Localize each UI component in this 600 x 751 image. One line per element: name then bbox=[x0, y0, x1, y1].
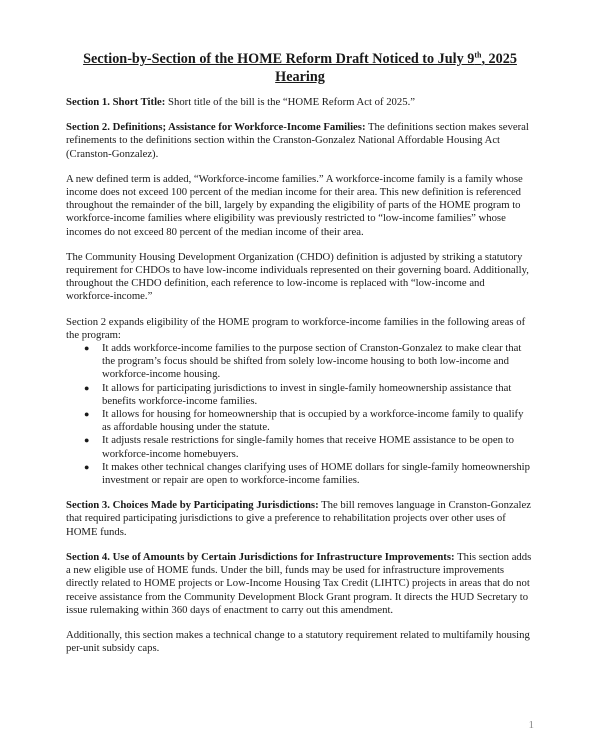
title-year: 2025 bbox=[488, 51, 517, 67]
title-line-2: Hearing bbox=[275, 69, 325, 85]
list-item-text: It allows for housing for homeownership that is occupied by a workforce-income family to qualify as affordable housing under the statute. bbox=[102, 408, 524, 434]
title-superscript: th bbox=[474, 50, 482, 60]
bullet-icon: ● bbox=[84, 461, 90, 472]
bullet-icon: ● bbox=[84, 435, 90, 446]
list-item bbox=[84, 342, 534, 382]
list-item-text: It adds workforce-income families to the purpose section of Cranston-Gonzalez to make clear that the program’s focus should be shifted from solely low-income housing to both low-income and workforce-income housing. bbox=[102, 342, 522, 381]
list-item bbox=[84, 434, 534, 460]
section-2-paragraph-3: The Community Housing Development Organization (CHDO) definition is adjusted by striking a statutory requirement for CHDOs to have low-income individuals represented on their governing board. Additionally, throughout the CHDO definition, each reference to low-income is replaced with “low-income and workforce-income.” bbox=[66, 250, 529, 303]
section-2 bbox=[66, 121, 534, 161]
list-item bbox=[84, 408, 534, 434]
list-item-text: It adjusts resale restrictions for single-family homes that receive HOME assistance to be open to workforce-income homebuyers. bbox=[102, 434, 514, 460]
section-2-paragraph-2: A new defined term is added, “Workforce-income families.” A workforce-income family is a family whose income does not exceed 100 percent of the median income for their area. This new definition is referenced throughout the remainder of the bill, largely by expanding the eligibility of parts of the HOME program to workforce-income families where eligibility was previously restricted to “low-income families” whose incomes do not exceed 80 percent of the median income of their area. bbox=[66, 172, 523, 238]
section-1-text: Short title of the bill is the “HOME Reform Act of 2025.” bbox=[165, 96, 415, 108]
page-number: 1 bbox=[528, 719, 534, 731]
section-4-paragraph-2: Additionally, this section makes a technical change to a statutory requirement related to multifamily housing per-unit subsidy caps. bbox=[66, 628, 530, 655]
bullet-icon: ● bbox=[84, 409, 90, 420]
document-title bbox=[66, 50, 534, 86]
section-3-text: The bill removes language in Cranston-Gonzalez that required participating jurisdictions to give a preference to rehabilitation projects over other uses of HOME funds. bbox=[66, 499, 531, 538]
section-3 bbox=[66, 499, 534, 539]
section-2-heading: Section 2. Definitions; Assistance for Workforce-Income Families: bbox=[66, 121, 366, 134]
list-item-text: It allows for participating jurisdictions to invest in single-family homeownership assistance that benefits workforce-income families. bbox=[102, 381, 512, 407]
title-text: Section-by-Section of the HOME Reform Draft Noticed to July 9 bbox=[83, 51, 475, 67]
section-3-heading: Section 3. Choices Made by Participating Jurisdictions: bbox=[66, 499, 319, 512]
section-2-bullet-list bbox=[66, 342, 534, 487]
bullet-icon: ● bbox=[84, 382, 90, 393]
section-1-heading: Section 1. Short Title: bbox=[66, 96, 166, 108]
section-4-heading: Section 4. Use of Amounts by Certain Jurisdictions for Infrastructure Improvements: bbox=[66, 550, 455, 563]
list-item bbox=[84, 460, 534, 487]
section-4 bbox=[66, 551, 534, 617]
section-2-text: The definitions section makes several refinements to the definitions section within the Cranston-Gonzalez National Affordable Housing Act (Cranston-Gonzalez). bbox=[66, 121, 529, 160]
bullet-icon: ● bbox=[84, 343, 90, 354]
section-2-paragraph-4: Section 2 expands eligibility of the HOME program to workforce-income families in the following areas of the program: bbox=[66, 315, 526, 341]
title-comma: , bbox=[481, 51, 489, 67]
section-1 bbox=[66, 96, 534, 109]
list-item bbox=[84, 381, 534, 408]
list-item-text: It makes other technical changes clarifying uses of HOME dollars for single-family homeownership investment or repair are open to workforce-income families. bbox=[102, 460, 530, 487]
section-4-text: This section adds a new eligible use of HOME funds. Under the bill, funds may be used for infrastructure improvements directly related to HOME projects or Low-Income Housing Tax Credit (LIHTC) projects in areas that do not receive assistance from the Community Development Block Grant program. It directs the HUD Secretary to issue rulemaking within 360 days of enactment to carry out this amendment. bbox=[66, 550, 532, 616]
